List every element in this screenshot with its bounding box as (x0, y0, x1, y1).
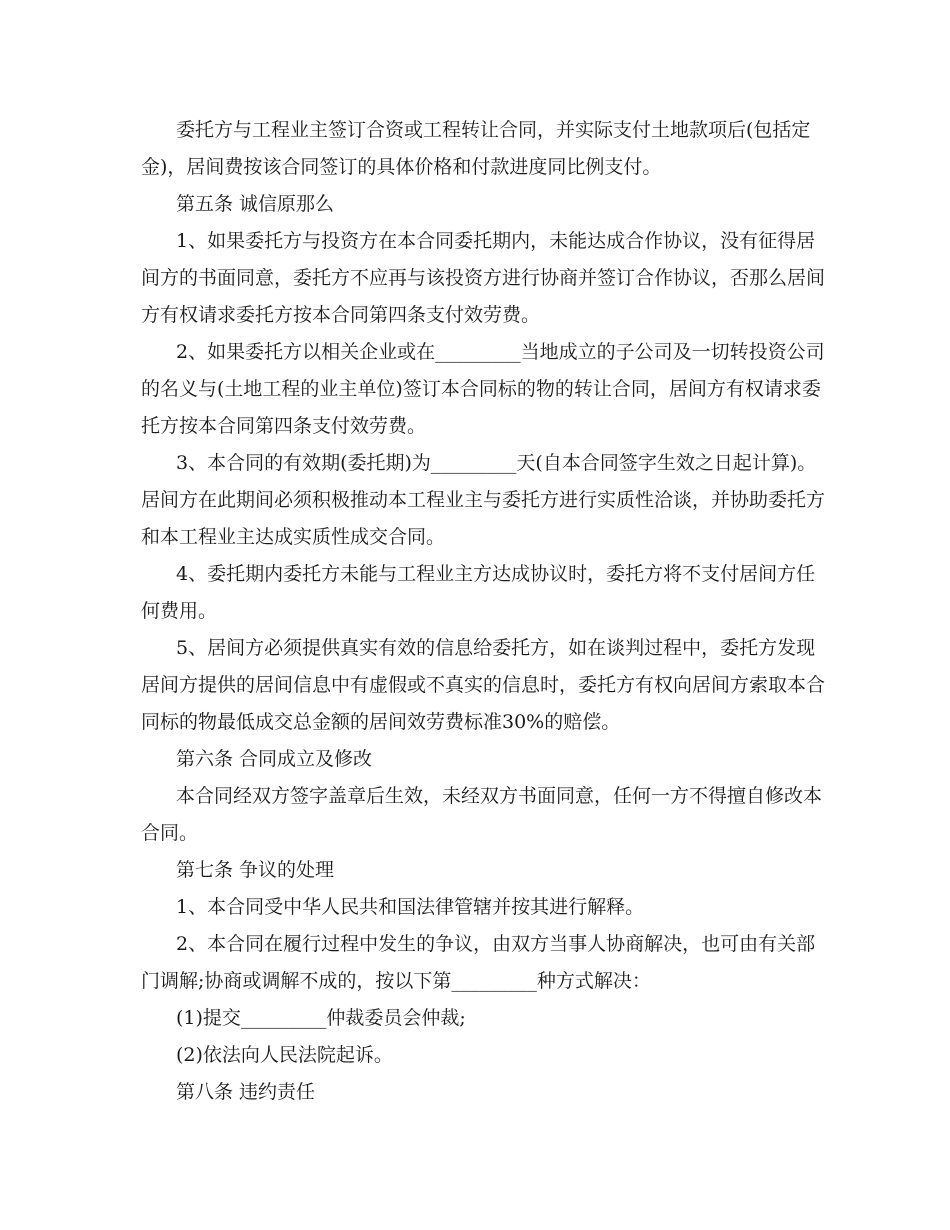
paragraph-line: (1)提交_________仲裁委员会仲裁; (176, 1007, 466, 1029)
paragraph-line: 5、居间方必须提供真实有效的信息给委托方，如在谈判过程中，委托方发现 (176, 637, 816, 659)
paragraph-line: 方有权请求委托方按本合同第四条支付效劳费。 (141, 304, 541, 326)
article-heading: 第七条 争议的处理 (176, 859, 335, 881)
paragraph-line: 合同。 (141, 822, 199, 844)
paragraph-line: 本合同经双方签字盖章后生效，未经双方书面同意，任何一方不得擅自修改本 (176, 785, 823, 807)
article-heading: 第六条 合同成立及修改 (176, 748, 373, 770)
paragraph-line: 金)，居间费按该合同签订的具体价格和付款进度同比例支付。 (141, 156, 662, 178)
paragraph-line: 间方的书面同意，委托方不应再与该投资方进行协商并签订合作协议，否那么居间 (141, 267, 826, 289)
paragraph-line: 居间方在此期间必须积极推动本工程业主与委托方进行实质性洽谈，并协助委托方 (141, 489, 826, 511)
paragraph-line: (2)依法向人民法院起诉。 (176, 1044, 393, 1066)
paragraph-line: 托方按本合同第四条支付效劳费。 (141, 415, 427, 437)
paragraph-line: 居间方提供的居间信息中有虚假或不真实的信息时，委托方有权向居间方索取本合 (141, 674, 826, 696)
paragraph-line: 4、委托期内委托方未能与工程业主方达成协议时，委托方将不支付居间方任 (176, 563, 816, 585)
paragraph-line: 2、如果委托方以相关企业或在_________当地成立的子公司及一切转投资公司 (176, 341, 825, 363)
paragraph-line: 委托方与工程业主签订合资或工程转让合同，并实际支付土地款项后(包括定 (176, 119, 811, 141)
paragraph-line: 门调解;协商或调解不成的，按以下第_________种方式解决： (141, 970, 651, 992)
paragraph-line: 1、本合同受中华人民共和国法律管辖并按其进行解释。 (176, 896, 645, 918)
paragraph-line: 的名义与(土地工程的业主单位)签订本合同标的物的转让合同，居间方有权请求委 (141, 378, 821, 400)
paragraph-line: 何费用。 (141, 600, 218, 622)
article-heading: 第八条 违约责任 (176, 1081, 316, 1103)
paragraph-line: 1、如果委托方与投资方在本合同委托期内，未能达成合作协议，没有征得居 (176, 230, 816, 252)
article-heading: 第五条 诚信原那么 (176, 193, 335, 215)
paragraph-line: 和本工程业主达成实质性成交合同。 (141, 526, 446, 548)
paragraph-line: 2、本合同在履行过程中发生的争议，由双方当事人协商解决，也可由有关部 (176, 933, 816, 955)
paragraph-line: 同标的物最低成交总金额的居间效劳费标准30%的赔偿。 (141, 711, 621, 733)
paragraph-line: 3、本合同的有效期(委托期)为_________天(自本合同签字生效之日起计算)。 (176, 452, 817, 474)
